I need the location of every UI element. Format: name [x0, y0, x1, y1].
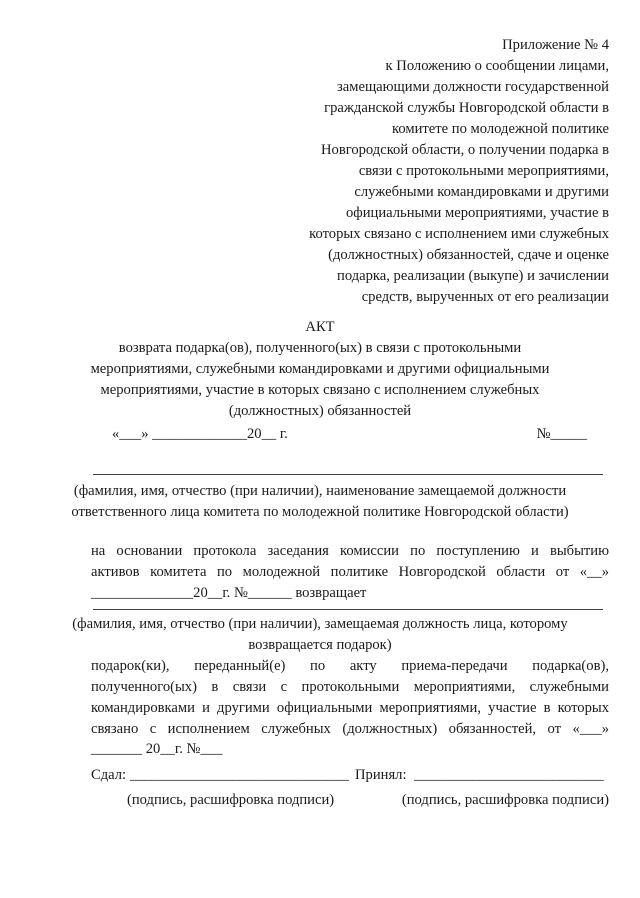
header-line: официальными мероприятиями, участие в — [345, 205, 609, 221]
header-line: (должностных) обязанностей, сдаче и оценке — [328, 247, 609, 263]
recipient-blank — [93, 609, 603, 610]
header-line: связи с протокольными мероприятиями, — [358, 163, 609, 179]
document-subtitle-line: мероприятиями, служебными командировками и другими официальными — [90, 361, 550, 377]
received-signature-caption: (подпись, расшифровка подписи) — [401, 792, 609, 808]
body-text-line: _______ 20__г. №___ — [91, 741, 223, 757]
received-label: Принял: — [355, 767, 407, 783]
recipient-caption: (фамилия, имя, отчество (при наличии), замещаемая должность лица, которому — [72, 616, 568, 632]
responsible-person-blank — [93, 474, 603, 475]
handed-over-signature-caption: (подпись, расшифровка подписи) — [127, 792, 335, 808]
handed-over-signature-blank: ______________________________ — [130, 767, 349, 783]
document-subtitle-line: мероприятиями, участие в которых связано с исполнением служебных — [100, 382, 540, 398]
header-line: Новгородской области, о получении подарка в — [320, 142, 609, 158]
document-subtitle-line: (должностных) обязанностей — [228, 403, 412, 419]
basis-text-line: активов комитета по молодежной политике Новгородской области от «__» — [91, 564, 609, 580]
header-line: гражданской службы Новгородской области в — [324, 100, 609, 116]
header-line: замещающими должности государственной — [336, 79, 609, 95]
basis-text-line: ______________20__г. №______ возвращает — [91, 585, 367, 601]
act-number: №_____ — [536, 426, 587, 442]
body-text-line: связано с исполнением служебных (должностных) обязанностей, от «___» — [91, 721, 609, 737]
responsible-person-caption: (фамилия, имя, отчество (при наличии), наименование замещаемой должности — [73, 483, 567, 499]
act-date: «___» _____________20__ г. — [112, 426, 288, 442]
header-line: к Положению о сообщении лицами, — [385, 58, 609, 74]
handed-over-label: Сдал: — [91, 767, 127, 783]
body-text-line: подарок(ки), переданный(е) по акту приема-передачи подарка(ов), — [91, 658, 609, 674]
document-subtitle-line: возврата подарка(ов), полученного(ых) в связи с протокольными — [118, 340, 522, 356]
responsible-person-caption: ответственного лица комитета по молодежной политике Новгородской области) — [71, 504, 569, 520]
header-line: комитете по молодежной политике — [392, 121, 609, 137]
body-text-line: полученного(ых) в связи с протокольными мероприятиями, служебными — [91, 679, 609, 695]
header-line: которых связано с исполнением ими служебных — [309, 226, 609, 242]
received-signature-blank: __________________________ — [414, 767, 604, 783]
header-line: служебными командировками и другими — [354, 184, 609, 200]
recipient-caption: возвращается подарок) — [248, 637, 392, 653]
header-line: средств, вырученных от его реализации — [361, 289, 609, 305]
basis-text-line: на основании протокола заседания комиссии по поступлению и выбытию — [91, 543, 609, 559]
body-text-line: командировками и другими официальными мероприятиями, участие в которых — [91, 700, 609, 716]
header-line: подарка, реализации (выкупе) и зачислении — [337, 268, 609, 284]
header-line: Приложение № 4 — [502, 37, 609, 53]
document-heading: АКТ — [305, 319, 335, 335]
